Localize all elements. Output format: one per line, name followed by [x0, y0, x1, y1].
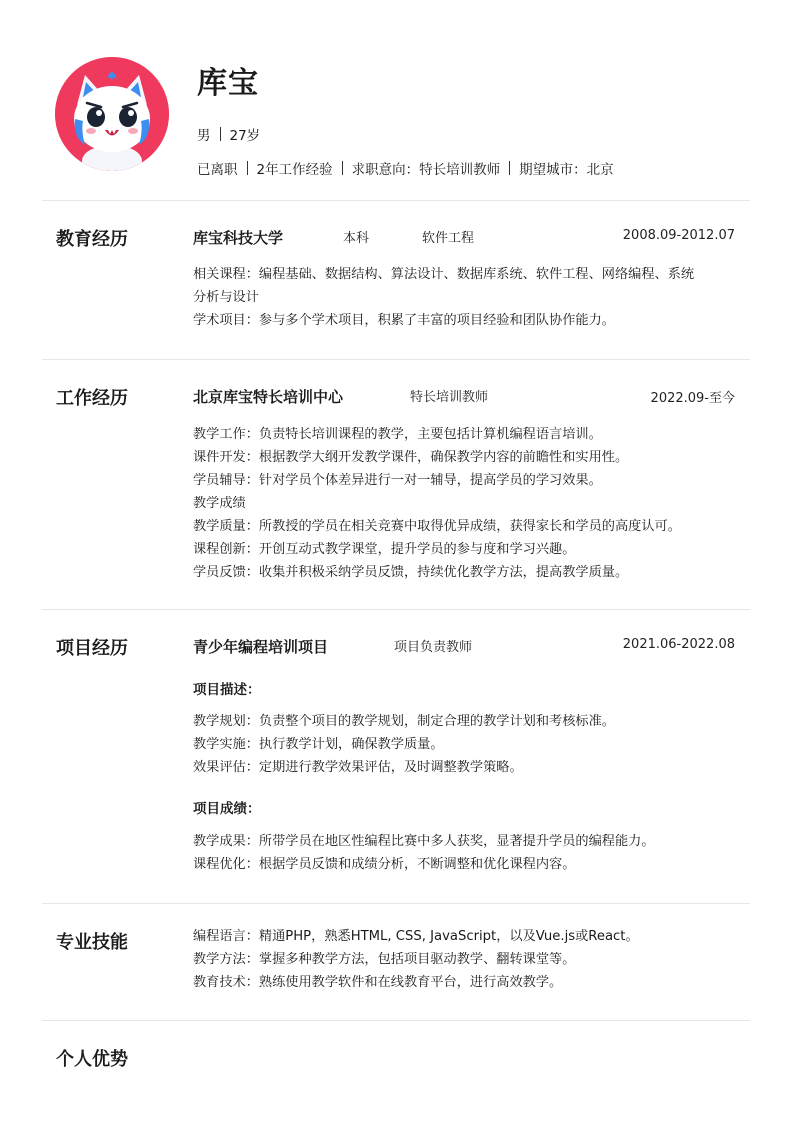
work-date: 2022.09-至今: [650, 391, 735, 406]
basic-info-row: [197, 124, 260, 144]
education-title: 教育经历: [56, 229, 128, 250]
detail-line: 学术项目：参与多个学术项目，积累了丰富的项目经验和团队协作能力。: [193, 313, 615, 328]
work-experience: 2年工作经验: [256, 162, 333, 178]
detail-line: 课程创新：开创互动式教学课堂，提升学员的参与度和学习兴趣。: [193, 542, 576, 557]
avatar: [55, 57, 169, 171]
section-divider: [42, 903, 750, 904]
project-role: 项目负责教师: [394, 640, 473, 655]
project-results: [193, 830, 738, 876]
company-name: 北京库宝特长培训中心: [193, 388, 344, 406]
major: 软件工程: [422, 231, 475, 246]
detail-line: 效果评估：定期进行教学效果评估，及时调整教学策略。: [193, 760, 523, 775]
section-divider: [42, 1020, 750, 1021]
cat-mascot-icon: [55, 57, 169, 171]
separator: [220, 127, 221, 141]
separator: [509, 161, 510, 175]
section-divider: [42, 200, 750, 201]
detail-line: 教学实施：执行教学计划，确保教学质量。: [193, 737, 444, 752]
employment-status: 已离职: [197, 162, 238, 178]
education-details: [193, 263, 738, 332]
work-details: [193, 423, 738, 584]
detail-line: 学员反馈：收集并积极采纳学员反馈，持续优化教学方法，提高教学质量。: [193, 565, 629, 580]
detail-line: 课件开发：根据教学大纲开发教学课件，确保教学内容的前瞻性和实用性。: [193, 450, 629, 465]
job-intent: 求职意向：特长培训教师: [351, 162, 501, 178]
candidate-name: 库宝: [197, 66, 259, 101]
section-divider: [42, 359, 750, 360]
separator: [342, 161, 343, 175]
gender: 男: [197, 128, 211, 144]
job-intent-row: [197, 158, 614, 178]
detail-line: 教育技术：熟练使用教学软件和在线教育平台，进行高效教学。: [193, 975, 563, 990]
detail-line: 教学成果：所带学员在地区性编程比赛中多人获奖，显著提升学员的编程能力。: [193, 834, 655, 849]
age: 27岁: [229, 128, 261, 144]
advantages-title: 个人优势: [56, 1049, 128, 1070]
school-name: 库宝科技大学: [193, 229, 284, 247]
work-title: 工作经历: [56, 388, 128, 409]
project-description: [193, 710, 738, 779]
detail-line: 相关课程：编程基础、数据结构、算法设计、数据库系统、软件工程、网络编程、系统: [193, 267, 695, 282]
project-name: 青少年编程培训项目: [193, 638, 329, 656]
detail-line: 教学质量：所教授的学员在相关竞赛中取得优异成绩，获得家长和学员的高度认可。: [193, 519, 681, 534]
detail-line: 学员辅导：针对学员个体差异进行一对一辅导，提高学员的学习效果。: [193, 473, 602, 488]
section-divider: [42, 609, 750, 610]
degree: 本科: [343, 231, 370, 246]
detail-line: 分析与设计: [193, 290, 259, 305]
project-date: 2021.06-2022.08: [622, 637, 735, 652]
project-title: 项目经历: [56, 638, 128, 659]
detail-line: 教学成绩: [193, 496, 246, 511]
expected-city: 期望城市：北京: [519, 162, 614, 178]
job-role: 特长培训教师: [410, 390, 489, 405]
detail-line: 课程优化：根据学员反馈和成绩分析，不断调整和优化课程内容。: [193, 857, 576, 872]
detail-line: 教学方法：掌握多种教学方法，包括项目驱动教学、翻转课堂等。: [193, 952, 576, 967]
separator: [247, 161, 248, 175]
detail-line: 编程语言：精通PHP，熟悉HTML, CSS, JavaScript，以及Vue.js或React。: [193, 929, 639, 944]
project-result-label: 项目成绩：: [193, 801, 261, 817]
skills-title: 专业技能: [56, 932, 128, 953]
education-date: 2008.09-2012.07: [622, 228, 735, 243]
project-description-label: 项目描述：: [193, 682, 261, 698]
detail-line: 教学规划：负责整个项目的教学规划，制定合理的教学计划和考核标准。: [193, 714, 615, 729]
skills-details: [193, 925, 738, 994]
detail-line: 教学工作：负责特长培训课程的教学，主要包括计算机编程语言培训。: [193, 427, 602, 442]
